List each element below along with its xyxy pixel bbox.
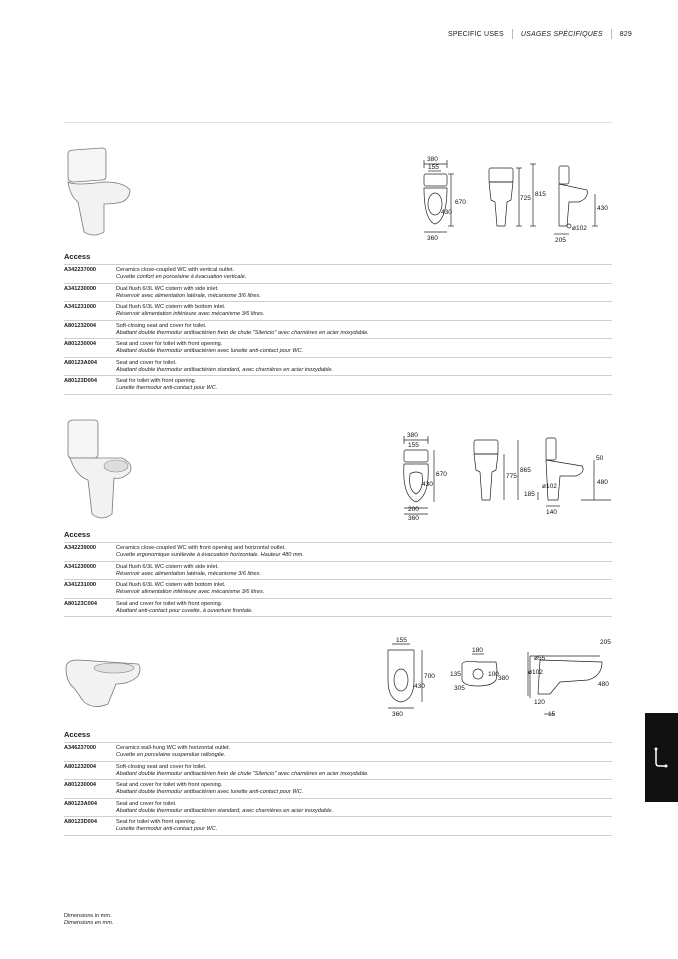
grab-bar-icon — [653, 747, 669, 769]
dim-label: 155 — [408, 442, 419, 449]
description-fr: Abattant double thermodur antibactérien avec lunette anti-contact pour WC. — [116, 348, 304, 354]
table-row — [64, 780, 612, 799]
description-en: Ceramics wall-hung WC with horizontal outlet. — [116, 745, 231, 751]
product-table-1 — [64, 264, 612, 395]
dim-label: 360 — [408, 515, 419, 522]
product-reference: A80123D004 — [64, 376, 116, 395]
product-reference: A341231000 — [64, 580, 116, 599]
product-reference: A801232004 — [64, 761, 116, 780]
product-description — [116, 780, 612, 799]
product-description — [116, 302, 612, 321]
dim-label: ø102 — [542, 483, 557, 490]
product-reference: A80123A004 — [64, 798, 116, 817]
dim-label: 205 — [600, 639, 611, 646]
description-en: Seat and cover for toilet with front opening. — [116, 341, 223, 347]
table-row — [64, 743, 612, 762]
description-en: Seat and cover for toilet with front opening. — [116, 600, 223, 607]
product-reference: A801230004 — [64, 339, 116, 358]
footnote-fr: Dimensions en mm. — [64, 920, 114, 926]
section-title: Access — [64, 730, 91, 739]
description-fr: Lunette thermodur anti-contact pour WC. — [116, 385, 218, 391]
description-fr: Abattant double thermodur antibactérien avec lunette anti-contact pour WC. — [116, 789, 304, 795]
dim-label: 480 — [597, 479, 608, 486]
dim-label: 360 — [427, 235, 438, 242]
product-reference: A341230000 — [64, 561, 116, 580]
product-table-2 — [64, 542, 612, 617]
dim-label: 155 — [428, 164, 439, 171]
product-reference: A80123A004 — [64, 357, 116, 376]
product-description — [116, 376, 612, 395]
description-fr: Cuvette confort en porcelaine à évacuation verticale. — [116, 274, 247, 280]
product-description — [116, 561, 612, 580]
dim-label: 15 — [548, 711, 556, 718]
product-description — [116, 265, 612, 284]
dim-label: 185 — [524, 491, 535, 498]
dim-label: 380 — [498, 675, 509, 682]
description-en: Seat and cover for toilet. — [116, 359, 177, 366]
table-row — [64, 817, 612, 836]
dim-label: 700 — [424, 673, 435, 680]
product-reference: A80123C004 — [64, 598, 116, 617]
table-row — [64, 357, 612, 376]
description-fr: Abattant double thermodur antibactérien standard, avec charnières en acier inoxydable. — [116, 366, 334, 373]
description-fr: Cuvette ergonomique surélevée à évacuation horizontale. Hauteur 480 mm. — [116, 552, 304, 558]
product-description — [116, 817, 612, 836]
table-row — [64, 265, 612, 284]
product-reference: A801230004 — [64, 780, 116, 799]
dim-label: 670 — [455, 199, 466, 206]
product-reference: A341230000 — [64, 283, 116, 302]
page-number: 829 — [619, 30, 632, 38]
product-reference: A80123D004 — [64, 817, 116, 836]
description-en: Dual flush 6/3L WC cistern with side inlet. — [116, 563, 219, 570]
dim-label: 305 — [454, 685, 465, 692]
product-reference: A801232004 — [64, 320, 116, 339]
dim-label: 120 — [534, 699, 545, 706]
dim-label: 480 — [598, 681, 609, 688]
dim-label: 380 — [407, 432, 418, 439]
description-fr: Cuvette en porcelaine suspendue rallongée. — [116, 752, 226, 758]
description-en: Ceramics close-coupled WC with vertical outlet. — [116, 267, 235, 273]
description-fr: Réservoir alimentation inférieure avec mécanisme 3/6 litres. — [116, 589, 265, 595]
product-reference: A342239000 — [64, 543, 116, 562]
product-table-3 — [64, 742, 612, 836]
dim-label: 135 — [450, 671, 461, 678]
product-description — [116, 761, 612, 780]
dim-label: 155 — [396, 637, 407, 644]
product-reference: A346237000 — [64, 743, 116, 762]
dim-label: 815 — [535, 191, 546, 198]
section-title: Access — [64, 252, 91, 261]
product-description — [116, 357, 612, 376]
close-coupled-wc-image — [64, 146, 136, 242]
section-2-drawings — [396, 430, 616, 522]
product-description — [116, 580, 612, 599]
dim-label: 140 — [546, 509, 557, 516]
dim-label: 430 — [414, 683, 425, 690]
description-fr: Abattant anti-contact pour cuvette, à ouverture frontale. — [116, 607, 253, 614]
table-row — [64, 543, 612, 562]
description-en: Seat and cover for toilet. — [116, 800, 177, 807]
table-row — [64, 376, 612, 395]
header-specific-uses: SPECIFIC USES — [448, 30, 504, 38]
dim-label: 380 — [427, 156, 438, 163]
table-row — [64, 320, 612, 339]
description-fr: Abattant double thermodur antibactérien standard, avec charnières en acier inoxydable. — [116, 807, 334, 814]
table-row — [64, 302, 612, 321]
description-en: Seat and cover for toilet with front opening. — [116, 782, 223, 788]
dim-label: 670 — [436, 471, 447, 478]
section-title: Access — [64, 530, 91, 539]
footnote-en: Dimensions in mm. — [64, 913, 112, 919]
table-row — [64, 561, 612, 580]
description-en: Ceramics close-coupled WC with front opening and horizontal outlet. — [116, 545, 286, 551]
table-row — [64, 283, 612, 302]
dim-label: 50 — [596, 455, 604, 462]
dim-label: 430 — [422, 481, 433, 488]
dim-label: 430 — [597, 205, 608, 212]
section-3-drawings — [380, 636, 612, 720]
front-opening-wc-image — [64, 418, 136, 522]
description-en: Dual flush 6/3L WC cistern with bottom inlet. — [116, 582, 226, 588]
table-row — [64, 798, 612, 817]
chapter-tab[interactable] — [645, 713, 678, 802]
dim-label: 205 — [555, 237, 566, 242]
dim-label: ø55 — [534, 655, 546, 662]
dim-label: 725 — [520, 195, 531, 202]
dim-label: ø102 — [572, 225, 587, 232]
dim-label: 360 — [392, 711, 403, 718]
description-en: Soft-closing seat and cover for toilet. — [116, 322, 207, 329]
product-reference: A342237000 — [64, 265, 116, 284]
table-row — [64, 598, 612, 617]
top-rule — [64, 122, 612, 123]
dim-label: 865 — [520, 467, 531, 474]
description-fr: Réservoir alimentation inférieure avec mécanisme 3/6 litres. — [116, 311, 265, 317]
description-en: Seat for toilet with front opening. — [116, 819, 197, 825]
dim-label: 100 — [488, 671, 499, 678]
description-en: Soft-closing seat and cover for toilet. — [116, 763, 207, 770]
running-header — [448, 29, 632, 39]
product-description — [116, 339, 612, 358]
section-1-drawings — [419, 154, 609, 242]
table-row — [64, 339, 612, 358]
table-row — [64, 580, 612, 599]
description-fr: Abattant double thermodur antibactérien frein de chute "Silencio" avec charnières en acier inoxydable. — [116, 770, 369, 777]
product-description — [116, 743, 612, 762]
description-en: Dual flush 6/3L WC cistern with side inlet. — [116, 285, 219, 292]
product-reference: A341231000 — [64, 302, 116, 321]
dim-label: 200 — [408, 506, 419, 513]
header-divider — [512, 29, 513, 39]
description-fr: Réservoir avec alimentation latérale, mécanisme 3/6 litres. — [116, 292, 261, 299]
product-description — [116, 543, 612, 562]
dim-label: 775 — [506, 473, 517, 480]
product-description — [116, 798, 612, 817]
wall-hung-wc-image — [64, 654, 144, 714]
dim-label: 180 — [472, 647, 483, 654]
description-fr: Réservoir avec alimentation latérale, mécanisme 3/6 litres. — [116, 570, 261, 577]
description-en: Dual flush 6/3L WC cistern with bottom inlet. — [116, 304, 226, 310]
table-row — [64, 761, 612, 780]
header-divider — [611, 29, 612, 39]
product-description — [116, 283, 612, 302]
dim-label: ø102 — [528, 669, 543, 676]
product-description — [116, 598, 612, 617]
description-en: Seat for toilet with front opening. — [116, 378, 197, 384]
product-description — [116, 320, 612, 339]
footnote — [64, 913, 113, 927]
description-fr: Abattant double thermodur antibactérien frein de chute "Silencio" avec charnières en acier inoxydable. — [116, 329, 369, 336]
description-fr: Lunette thermodur anti-contact pour WC. — [116, 826, 218, 832]
header-usages: USAGES SPÉCIFIQUES — [520, 30, 603, 38]
dim-label: 430 — [441, 209, 452, 216]
